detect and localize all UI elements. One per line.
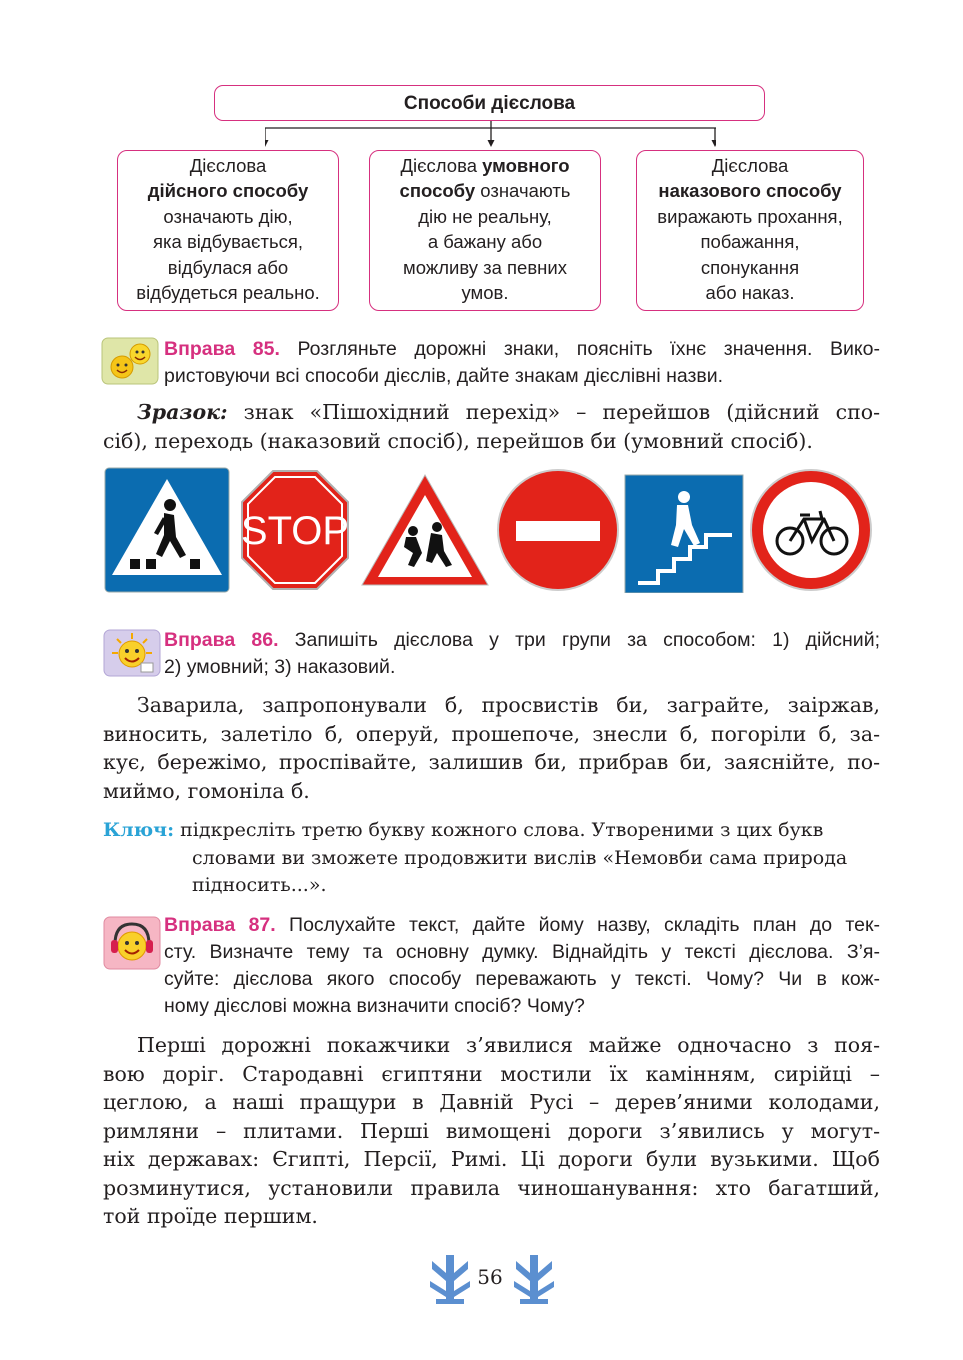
exercise-86-label: Вправа 86. (164, 629, 279, 651)
word-list-line: Заварила, запропонували б, просвистів би, заграйте, заіржав, (137, 693, 880, 717)
diagram-connector-arrows (265, 121, 716, 147)
key-text: підкресліть третю букву кожного слова. Утвореними з цих букв (174, 819, 824, 841)
exercise-86 (164, 627, 880, 681)
key-line: словами ви зможете продовжити вислів «Немовби сама природа (192, 846, 848, 869)
exercise-85 (164, 336, 880, 390)
box-line: а бажану або (427, 231, 543, 253)
exercise-line: ному дієслові можна визначити спосіб? Чому? (164, 995, 585, 1017)
headphones-smiley-icon (103, 916, 161, 970)
exercise-line (164, 912, 880, 939)
text-line: розминутися, установили правила чиношанування: хто багатший, (103, 1175, 880, 1200)
exercise-line: 2) умовний; 3) наказовий. (164, 656, 396, 678)
box-line: наказового способу (658, 180, 842, 202)
sample-line: сіб), переходь (наказовий спосіб), перейшов би (умовний спосіб). (103, 428, 813, 453)
key-line (103, 817, 880, 845)
imperative-mood-box (636, 150, 864, 311)
sample-text: знак «Пішохідний перехід» – перейшов (дійсний спо- (227, 400, 880, 424)
diagram-title: Способи дієслова (214, 85, 765, 121)
text-line: Перші дорожні покажчики з’явилися майже одночасно з поя- (137, 1033, 880, 1057)
reading-text-paragraph (103, 1031, 880, 1231)
pedestrian-crossing-sign-icon (105, 468, 229, 592)
exercise-line: ристовуючи всі способи дієслів, дайте знакам дієслівні назви. (164, 365, 724, 387)
text-line: римляни – плитами. Перші вимощені дороги з’явились у могут- (103, 1118, 880, 1143)
exercise-text: Запишіть дієслова у три групи за способом: 1) дійсний; (278, 629, 880, 651)
pedestrian-underpass-sign-icon (625, 475, 743, 593)
box-line (370, 178, 600, 203)
road-signs-strip (104, 467, 872, 593)
box-line: умов. (461, 282, 509, 304)
key-line: підносить...». (192, 874, 327, 896)
word-list-line: миймо, гомоніла б. (103, 778, 310, 803)
key-hint (103, 817, 880, 900)
box-line: означають дію, (163, 205, 293, 227)
box-line: Дієслова (189, 155, 267, 176)
children-warning-sign-icon (362, 475, 488, 585)
stop-sign-text: STOP (240, 509, 350, 553)
box-line: виражають прохання, (657, 205, 843, 227)
box-text: Дієслова (400, 155, 483, 176)
box-line: дійсного способу (147, 180, 309, 202)
text-line: вою доріг. Стародавні єгиптяни мостили їх камінням, сирійці – (103, 1061, 880, 1086)
box-bold-text: умовного (482, 155, 570, 176)
conditional-mood-box (369, 150, 601, 311)
box-line: Дієслова (711, 155, 789, 176)
exercise-line (164, 627, 880, 654)
exercise-line (164, 336, 880, 363)
sample-line (103, 398, 880, 427)
exercise-text: Розгляньте дорожні знаки, поясніть їхнє значення. Вико- (279, 338, 881, 360)
box-line: відбулася або (167, 256, 289, 278)
text-line: цеглою, а наші пращури в Давній Русі – дерев’яними колодами, (103, 1090, 880, 1114)
box-line: побажання, (700, 231, 800, 253)
folk-ornament-left-icon (428, 1251, 472, 1307)
box-line: дію не реальну, (418, 205, 552, 227)
exercise-85-label: Вправа 85. (164, 338, 280, 360)
sun-character-icon (103, 629, 161, 677)
sample-paragraph (103, 398, 880, 455)
exercise-line: суйте: дієслова якого способу переважають у тексті. Чому? Чи в кож- (164, 968, 880, 990)
box-line: спонукання (700, 256, 800, 278)
exercise-line: сту. Визначте тему та основну думку. Віднайдіть у тексті дієслова. З’я- (164, 941, 880, 963)
box-line: відбудеться реально. (136, 282, 320, 304)
word-list-line: кує, бережімо, проспівайте, залишив би, прибрав би, заяснійте, по- (103, 750, 880, 774)
stop-sign-icon (241, 471, 349, 589)
text-line: той проїде першим. (103, 1204, 318, 1228)
box-line: можливу за певних (403, 256, 567, 278)
folk-ornament-right-icon (512, 1251, 556, 1307)
smiley-pair-icon (101, 337, 159, 385)
no-bicycles-sign-icon (751, 470, 871, 590)
box-line: яка відбувається, (153, 231, 303, 253)
box-text: означають (475, 180, 571, 202)
word-list-paragraph (103, 691, 880, 805)
exercise-text: Послухайте текст, дайте йому назву, складіть план до тек- (275, 914, 881, 936)
box-line: або наказ. (705, 282, 795, 304)
text-line: ніх державах: Єгипті, Персії, Римі. Ці дороги були вузькими. Щоб (103, 1147, 880, 1171)
page-number: 56 (477, 1265, 503, 1289)
box-bold-text: способу (399, 180, 476, 202)
sample-label: Зразок: (137, 400, 228, 424)
word-list-line: виносить, залетіло б, оперуй, прошепоче, знесли б, погоріли б, за- (103, 721, 880, 746)
no-entry-sign-icon (498, 470, 618, 590)
key-label: Ключ: (103, 819, 175, 841)
exercise-87 (164, 912, 880, 1020)
indicative-mood-box (117, 150, 339, 311)
box-line (370, 153, 600, 178)
exercise-87-label: Вправа 87. (164, 914, 276, 936)
